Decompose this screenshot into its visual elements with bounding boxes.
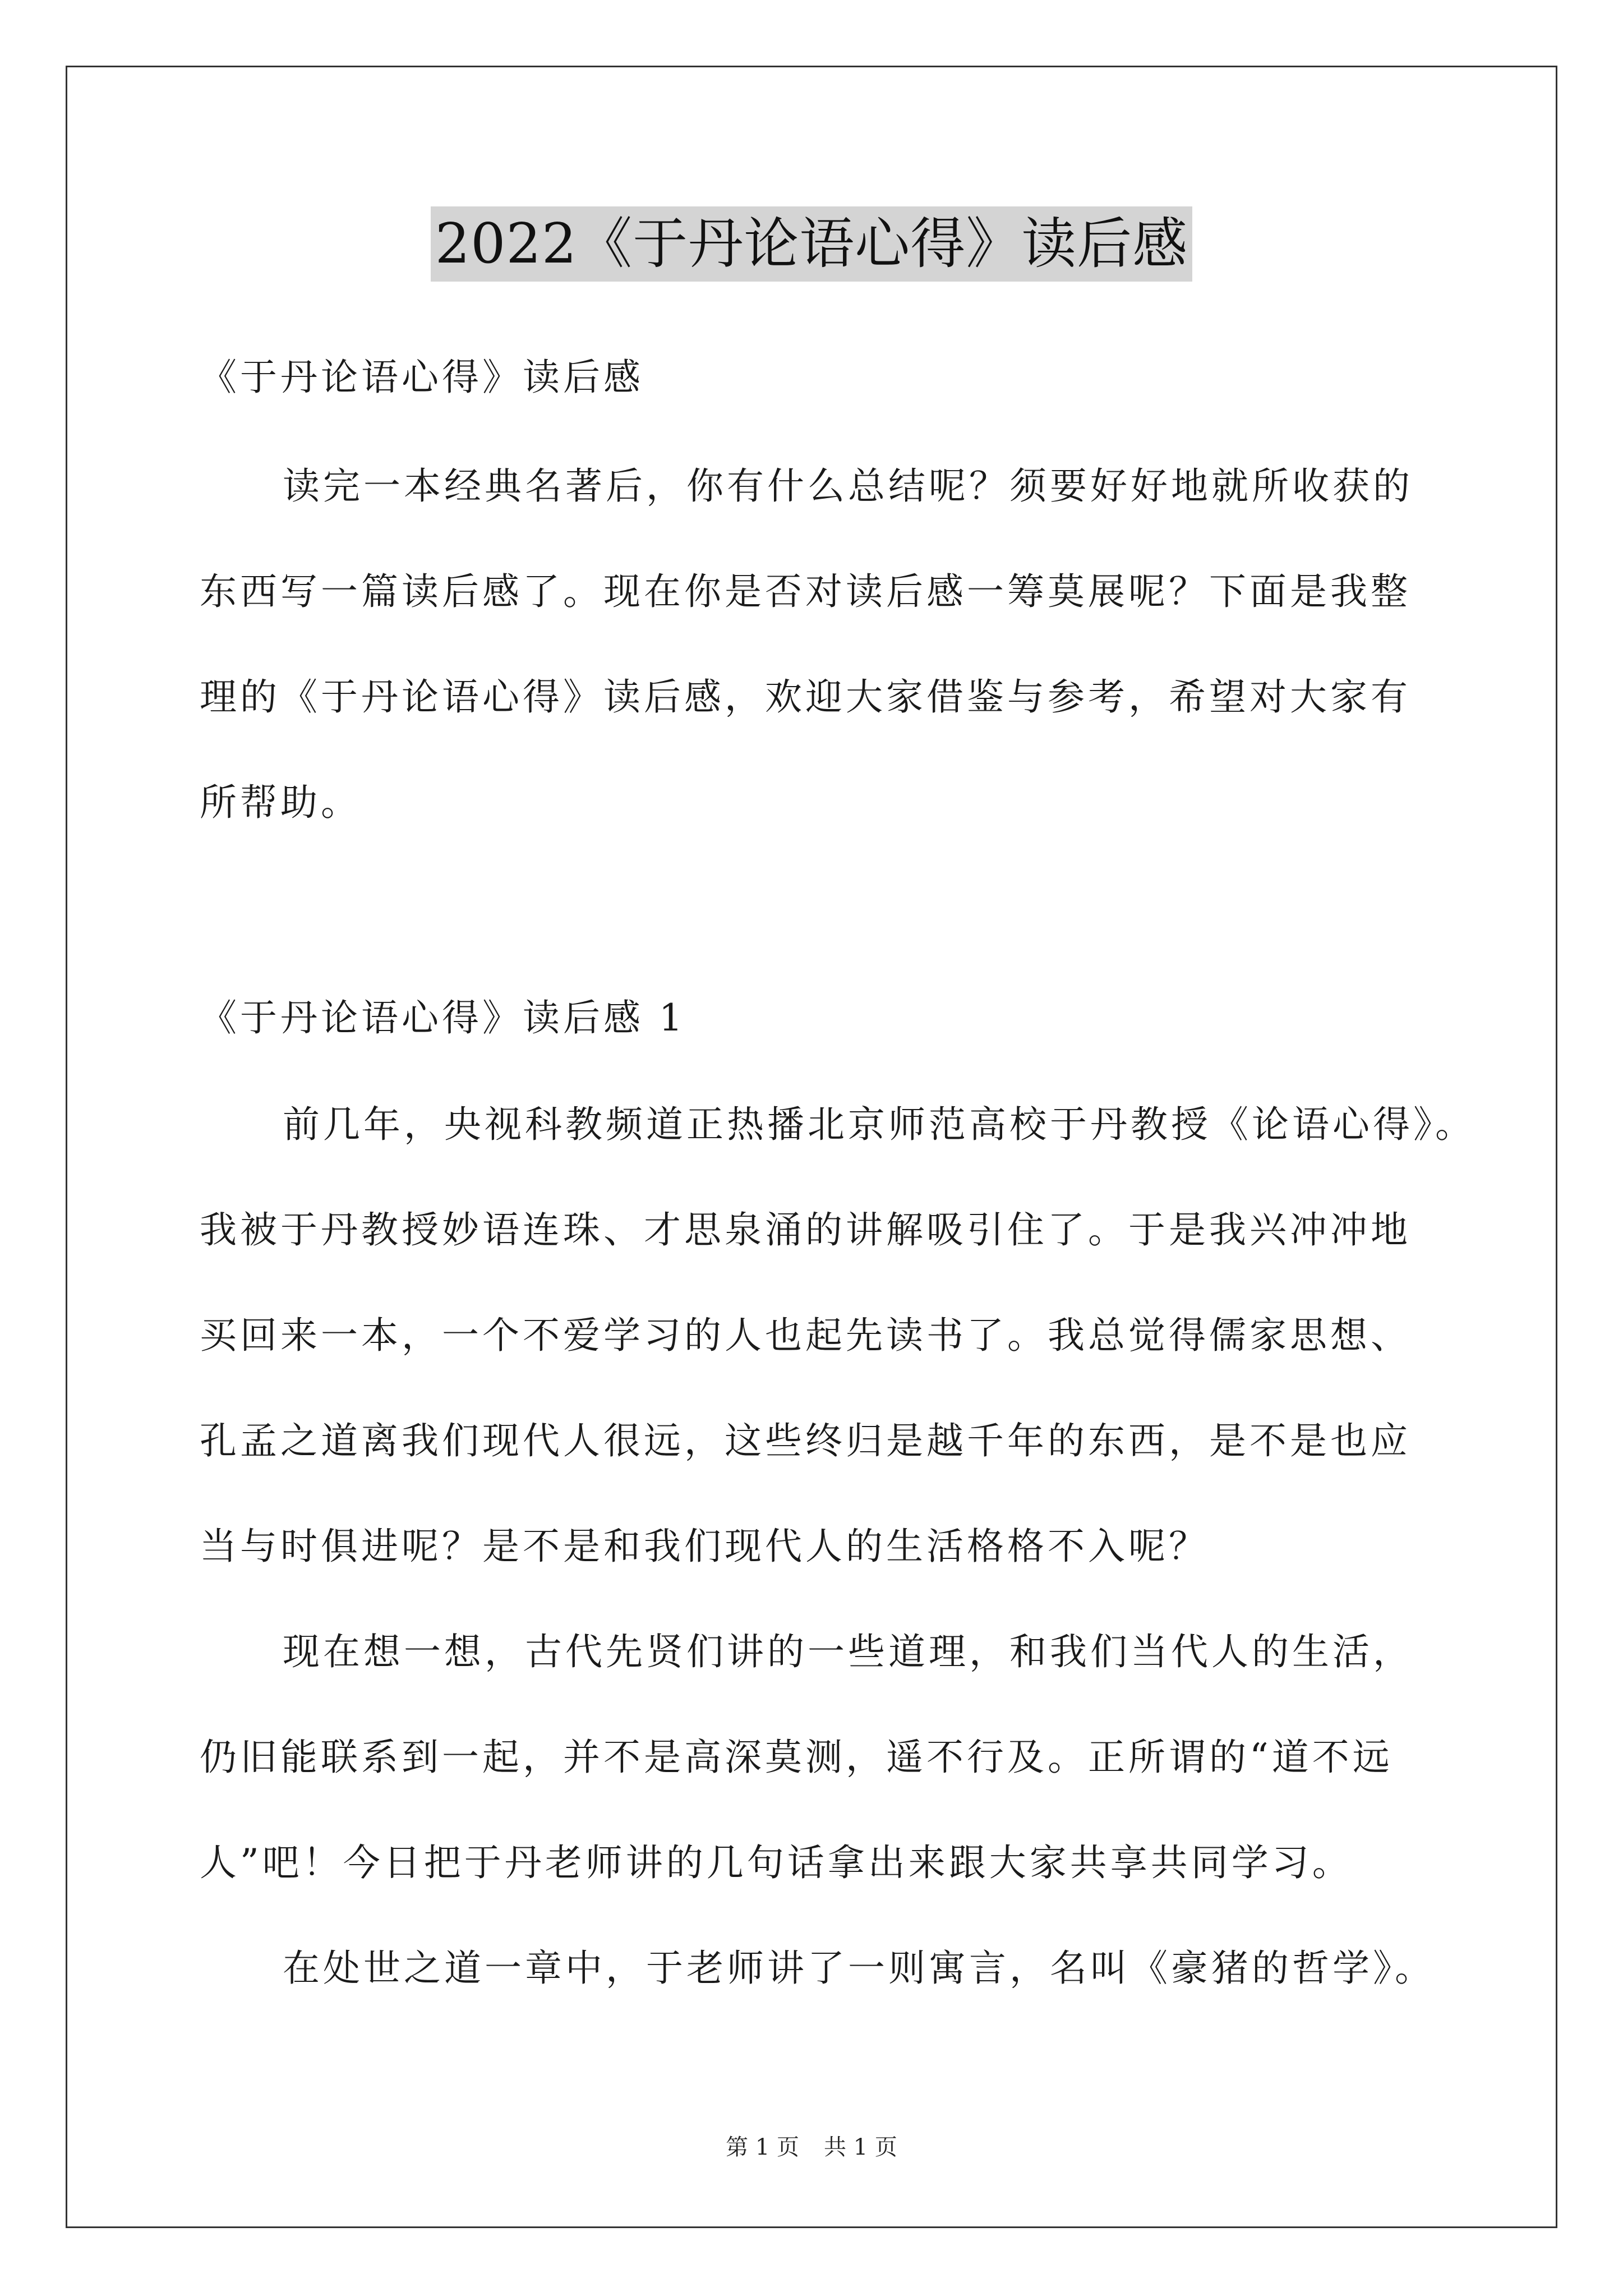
intro-line: 所帮助。 [200, 781, 361, 824]
page-footer [0, 2132, 1623, 2163]
intro-heading: 《于丹论语心得》读后感 [200, 356, 644, 399]
document-title: 2022《于丹论语心得》读后感 [431, 206, 1192, 282]
paragraph-line: 现在想一想，古代先贤们讲的一些道理，和我们当代人的生活， [283, 1630, 1413, 1673]
intro-line: 理的《于丹论语心得》读后感，欢迎大家借鉴与参考，希望对大家有 [200, 675, 1411, 719]
paragraph-line: 人”吧！今日把于丹老师讲的几句话拿出来跟大家共享共同学习。 [200, 1841, 1353, 1884]
section-heading: 《于丹论语心得》读后感 1 [200, 996, 686, 1039]
page-number: 第 1 页 [726, 2134, 799, 2160]
paragraph-line: 我被于丹教授妙语连珠、才思泉涌的讲解吸引住了。于是我兴冲冲地 [200, 1208, 1411, 1251]
paragraph-line: 当与时俱进呢？是不是和我们现代人的生活格格不入呢？ [200, 1525, 1209, 1568]
title-container [0, 206, 1623, 282]
page-total: 共 1 页 [824, 2134, 897, 2160]
paragraph-line: 前几年，央视科教频道正热播北京师范高校于丹教授《论语心得》。 [283, 1103, 1476, 1146]
intro-line: 东西写一篇读后感了。现在你是否对读后感一筹莫展呢？下面是我整 [200, 570, 1411, 613]
intro-line: 读完一本经典名著后，你有什么总结呢？须要好好地就所收获的 [283, 464, 1413, 508]
paragraph-line: 仍旧能联系到一起，并不是高深莫测，遥不行及。正所谓的“道不远 [200, 1736, 1393, 1779]
paragraph-line: 孔孟之道离我们现代人很远，这些终归是越千年的东西，是不是也应 [200, 1419, 1411, 1462]
paragraph-line: 在处世之道一章中，于老师讲了一则寓言，名叫《豪猪的哲学》。 [283, 1947, 1435, 1990]
paragraph-line: 买回来一本，一个不爱学习的人也起先读书了。我总觉得儒家思想、 [200, 1314, 1411, 1357]
